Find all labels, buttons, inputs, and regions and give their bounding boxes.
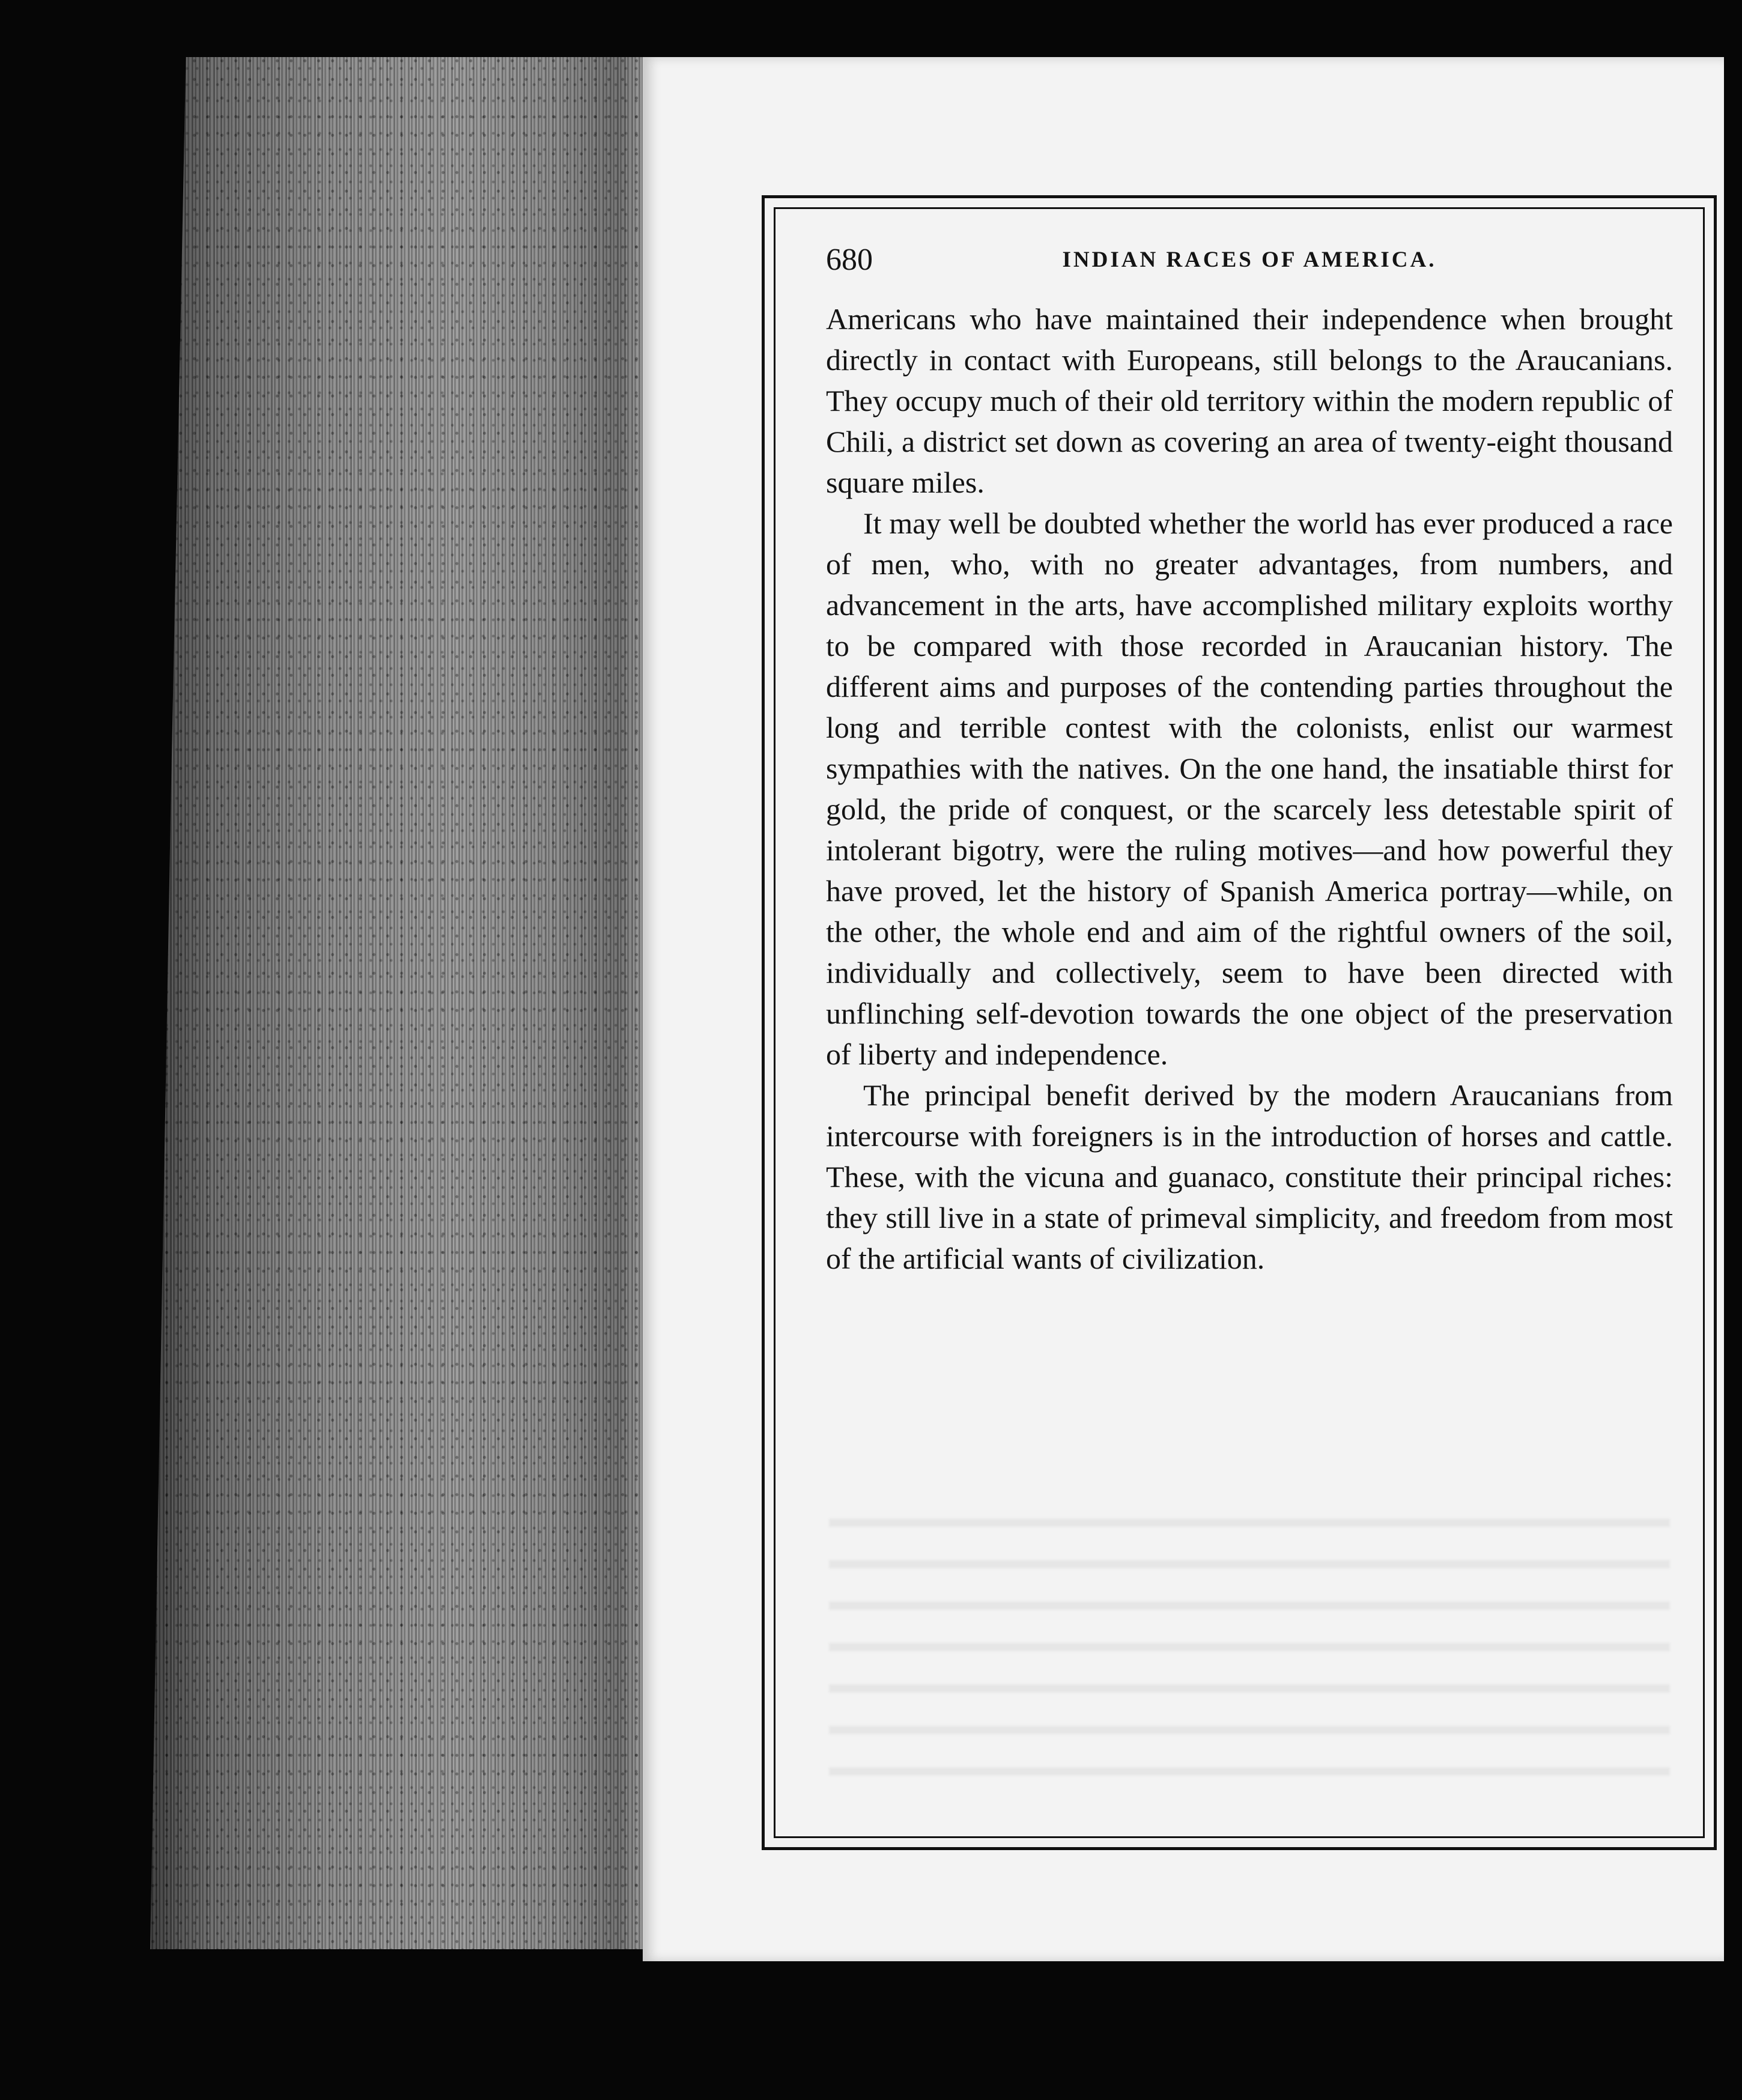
body-text	[826, 299, 1673, 1279]
show-through-text	[829, 1490, 1670, 1802]
running-head: INDIAN RACES OF AMERICA.	[1062, 247, 1437, 272]
page-header	[826, 236, 1673, 284]
paragraph: The principal benefit derived by the modern Araucanians from intercourse with foreigners is in the introduction of horses and cattle. These, with the vicuna and guanaco, constitute their principal riches: they still live in a state of primeval simplicity, and freedom from most of the artificial wants of civilization.	[826, 1078, 1673, 1275]
book-fore-edge	[150, 57, 661, 1949]
paragraph: Americans who have maintained their independence when brought directly in contact with Europeans, still belongs to the Araucanians. They occupy much of their old territory within the modern republic of Chili, a district set down as covering an area of twenty-eight thousand square miles.	[826, 302, 1673, 499]
page-number: 680	[826, 243, 873, 277]
paragraph: It may well be doubted whether the world has ever produced a race of men, who, with no greater advantages, from numbers, and advancement in the arts, have accomplished military exploits worthy to be compared with those recorded in Araucanian history. The different aims and purposes of the contending parties throughout the long and terrible contest with the colonists, enlist our warmest sympathies with the natives. On the one hand, the insatiable thirst for gold, the pride of conquest, or the scarcely less detestable spirit of intolerant bigotry, were the ruling motives—and how powerful they have proved, let the history of Spanish America portray—while, on the other, the whole end and aim of the rightful owners of the soil, individually and collectively, seem to have been directed with unflinching self-devotion towards the one object of the preservation of liberty and independence.	[826, 506, 1673, 1071]
